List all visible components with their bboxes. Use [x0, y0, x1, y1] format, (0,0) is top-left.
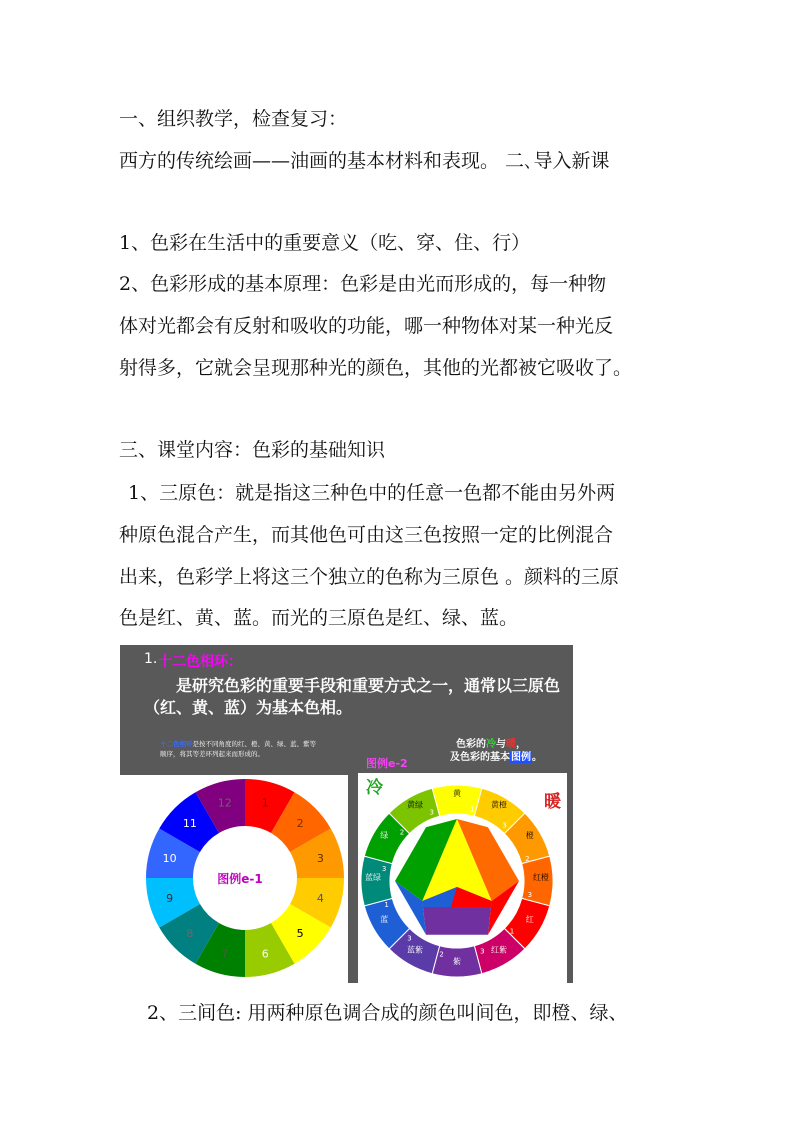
hue-name-label: 黄橙 [491, 800, 507, 810]
hue-level-label: 3 [429, 808, 434, 817]
hue-level-label: 1 [470, 805, 475, 814]
hue-level-label: 2 [439, 950, 444, 959]
hue-number-label: 9 [166, 892, 174, 906]
hue-number-label: 6 [261, 947, 269, 961]
paragraph-line: 色是红、黄、蓝。而光的三原色是红、绿、蓝。 [119, 607, 519, 629]
hue-name-label: 紫 [453, 957, 461, 966]
paragraph-line: 种原色混合产生，而其他色可由这三色按照一定的比例混合 [119, 524, 614, 546]
note-text: 是按不同角度的红、橙、黄、绿、蓝、紫等顺序，将其等差环列起来而形成的。 [160, 740, 316, 758]
hue-level-label: 2 [399, 828, 405, 837]
hue-level-label: 2 [525, 855, 530, 864]
paragraph-line: 2、色彩形成的基本原理：色彩是由光而形成的，每一种物 [119, 273, 607, 295]
hue-name-label: 蓝 [380, 915, 389, 924]
hue-number-label: 7 [221, 947, 229, 961]
cold-label: 冷 [366, 778, 383, 798]
hue-level-label: 3 [527, 890, 533, 899]
primary-secondary-wheel [358, 773, 567, 983]
hue-level-label: 3 [502, 821, 507, 830]
hue-number-label: 3 [316, 851, 324, 865]
paragraph-line: 1、三原色：就是指这三种色中的任意一色都不能由另外两 [128, 482, 616, 504]
paragraph-line: 2、三间色: 用两种原色调合成的颜色叫间色，即橙、绿、 [147, 1002, 628, 1024]
hue-number-label: 1 [261, 796, 269, 810]
hue-level-label: 3 [407, 934, 412, 943]
hue-name-label: 黄绿 [407, 800, 423, 810]
paragraph-line: 1、色彩在生活中的重要意义（吃、穿、住、行） [119, 232, 531, 254]
paragraph-line: 体对光都会有反射和吸收的功能，哪一种物体对某一种光反 [119, 315, 614, 337]
figure-number: 1. [144, 651, 158, 667]
hue-name-label: 橙 [525, 831, 534, 840]
section-heading-3: 三、课堂内容：色彩的基础知识 [119, 439, 386, 461]
hue-name-label: 蓝紫 [407, 945, 423, 955]
figure-label-e1: 图例e-1 [217, 872, 263, 886]
hue-level-label: 1 [509, 927, 515, 936]
hue-level-label: 1 [384, 900, 389, 909]
paragraph-line: 西方的传统绘画——油画的基本材料和表现。 二､导入新课 [119, 150, 610, 172]
hue-name-label: 红橙 [533, 873, 549, 882]
figure-title: 十二色相环： [158, 654, 242, 670]
hue-number-label: 11 [182, 816, 197, 830]
hue-number-label: 2 [296, 816, 304, 830]
hue-name-label: 红紫 [491, 945, 507, 955]
hue-level-label: 3 [480, 947, 485, 956]
figure-main-text: 是研究色彩的重要手段和重要方式之一，通常以三原色（红、黄、蓝）为基本色相。 [144, 676, 561, 717]
hue-name-label: 红 [525, 915, 534, 924]
warm-cold-caption: 色彩的冷与暖， 及色彩的基本图例。 [450, 739, 542, 763]
hue-level-label: 3 [381, 865, 387, 874]
warm-label: 暖 [544, 792, 561, 812]
color-wheel-figure [120, 645, 573, 983]
hue-name-label: 绿 [380, 831, 389, 840]
hue-number-label: 10 [162, 851, 177, 865]
figure-label-e2: 图例e-2 [366, 757, 408, 770]
hue-name-label: 蓝绿 [365, 873, 381, 882]
figure-note [160, 739, 320, 759]
note-highlight: 十二色相环 [160, 740, 193, 748]
section-heading-1: 一、组织教学，检查复习： [119, 108, 348, 130]
hue-number-label: 5 [296, 927, 304, 941]
hue-name-label: 黄 [453, 789, 461, 798]
hue-number-label: 8 [186, 927, 194, 941]
hue-number-label: 4 [316, 892, 324, 906]
paragraph-line: 出来，色彩学上将这三个独立的色称为三原色 。颜料的三原 [119, 566, 620, 588]
twelve-hue-wheel [120, 775, 348, 983]
hue-number-label: 12 [217, 796, 232, 810]
paragraph-line: 射得多，它就会呈现那种光的颜色，其他的光都被它吸收了。 [119, 357, 633, 379]
